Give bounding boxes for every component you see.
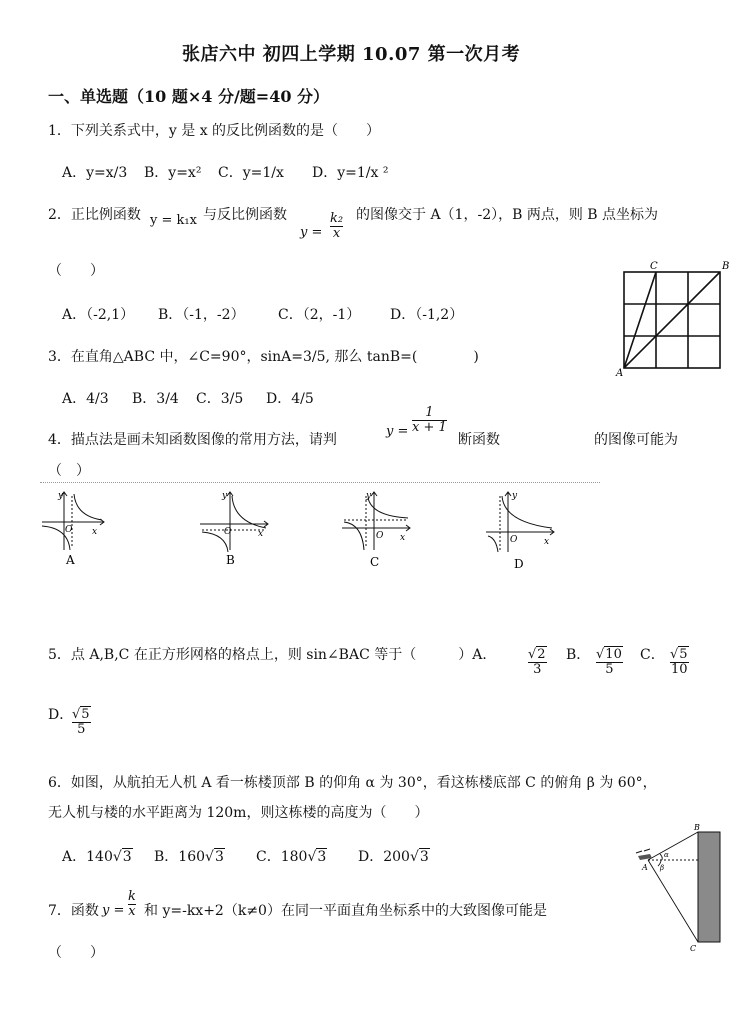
q2-formula-lhs: y =	[300, 225, 323, 240]
q6-stem-line2: 无人机与楼的水平距离为 120m，则这栋楼的高度为（ ）	[48, 805, 429, 821]
sqrt-numerator: √10	[596, 647, 622, 662]
q4-function-fraction	[412, 406, 447, 435]
q1-stem: 1．下列关系式中，y 是 x 的反比例函数的是（ ）	[48, 123, 381, 139]
q2-answer-paren: （ ）	[48, 263, 104, 279]
q6-option-c: C．180√3	[256, 849, 327, 865]
origin-label: O	[376, 531, 384, 541]
q6-stem-line1: 6．如图，从航拍无人机 A 看一栋楼顶部 B 的仰角 α 为 30°，看这栋楼底部 C 的俯角 β 为 60°，	[48, 775, 657, 791]
q6-option-b: B．160√3	[154, 849, 224, 865]
graph-a-label: A	[66, 553, 75, 567]
square-grid-figure	[614, 258, 738, 378]
page-title: 张店六中 初四上学期 10.07 第一次月考	[182, 44, 521, 65]
q2-option-a: A．（-2,1）	[62, 307, 135, 323]
drone-icon	[636, 849, 652, 860]
building-rect	[698, 832, 720, 942]
q4-stem-b: 断函数	[458, 432, 500, 448]
scan-dotted-line	[40, 482, 600, 483]
q5-stem: 5．点 A,B,C 在正方形网格的格点上，则 sin∠BAC 等于（ ）A．	[48, 647, 497, 663]
axis-y-label: y	[58, 491, 64, 501]
q4-graph-a	[38, 488, 112, 570]
q6-option-d: D．200√3	[358, 849, 429, 865]
q3-option-a: A．4/3	[62, 391, 109, 407]
graph-b-label: B	[226, 553, 235, 567]
q4-answer-paren: （ ）	[48, 463, 90, 479]
q7-answer-paren: （ ）	[48, 945, 104, 961]
q1-option-b: B．y=x²	[144, 165, 202, 181]
q2-fraction-denominator: x	[332, 226, 341, 241]
q3-option-d: D．4/5	[266, 391, 314, 407]
grid-point-a-label: A	[616, 368, 624, 378]
q5-option-d-label: D．	[48, 707, 74, 723]
fraction-denominator: 5	[605, 662, 614, 677]
building-bottom-label: C	[690, 944, 697, 953]
q1-option-a: A．y=x/3	[62, 165, 128, 181]
q1-option-c: C．y=1/x	[218, 165, 284, 181]
drone-building-figure	[630, 820, 730, 954]
building-top-label: B	[694, 823, 700, 832]
q5-option-d-fraction	[72, 708, 91, 737]
alpha-label: α	[664, 851, 669, 859]
q2-stem-c: 的图像交于 A（1，-2），B 两点，则 B 点坐标为	[356, 207, 659, 223]
q5-option-c-fraction	[670, 648, 689, 677]
sqrt-numerator: √2	[528, 647, 546, 662]
q5-option-b-label: B．	[566, 647, 591, 663]
axis-y-label: y	[512, 491, 518, 501]
axis-x-label: x	[544, 537, 550, 547]
q7-fraction-denominator: x	[128, 904, 136, 919]
q5-option-b-fraction	[596, 648, 623, 677]
q2-option-b: B．（-1，-2）	[158, 307, 245, 323]
q4-stem-a: 4．描点法是画未知函数图像的常用方法，请判	[48, 432, 337, 448]
fraction-denominator: 3	[533, 662, 542, 677]
axis-x-label: x	[400, 533, 406, 543]
q2-stem-b: 与反比例函数	[203, 207, 287, 223]
sqrt-numerator: √5	[670, 647, 688, 662]
q2-option-c: C．（2，-1）	[278, 307, 361, 323]
fraction-denominator: 10	[671, 662, 688, 677]
q1-option-d: D．y=1/x ²	[312, 165, 389, 181]
graph-d-label: D	[514, 557, 524, 571]
q5-option-a-fraction	[528, 648, 547, 677]
q4-stem-c: 的图像可能为	[594, 432, 678, 448]
q4-fraction-numerator: 1	[425, 405, 434, 420]
grid-point-c-label: C	[650, 261, 658, 272]
axis-x-label: x	[258, 529, 264, 539]
fraction-denominator: 5	[77, 722, 86, 737]
axis-y-label: y	[366, 491, 372, 501]
q3-option-b: B．3/4	[132, 391, 179, 407]
q4-fraction-denominator: x + 1	[412, 420, 447, 435]
axis-y-label: y	[222, 491, 228, 501]
q4-graph-d	[482, 488, 560, 572]
q7-stem-b: 和 y=-kx+2（k≠0）在同一平面直角坐标系中的大致图像可能是	[144, 903, 547, 919]
q3-stem: 3．在直角△ABC 中，∠C=90°，sinA=3/5, 那么 tanB=( )	[48, 349, 479, 365]
q2-fraction-numerator: k₂	[330, 211, 344, 226]
origin-label: O	[224, 527, 232, 537]
graph-c-label: C	[370, 555, 380, 569]
sqrt-numerator: √5	[72, 707, 90, 722]
origin-label: O	[65, 525, 73, 535]
axis-x-label: x	[92, 527, 98, 537]
beta-label: β	[660, 864, 665, 872]
q4-graph-c	[338, 488, 416, 570]
q4-formula-lhs: y =	[386, 424, 409, 439]
q3-option-c: C．3/5	[196, 391, 244, 407]
q7-inverse-fraction	[128, 890, 136, 919]
q2-stem-a: 2．正比例函数	[48, 207, 141, 223]
drone-point-label: A	[642, 863, 648, 872]
q4-graph-b	[196, 488, 274, 570]
q6-option-a: A．140√3	[62, 849, 132, 865]
origin-label: O	[510, 535, 518, 545]
q7-fraction-numerator: k	[128, 889, 136, 904]
q5-option-c-label: C．	[640, 647, 665, 663]
q2-inverse-fraction	[330, 212, 343, 241]
q2-formula-direct: y = k₁x	[150, 213, 197, 228]
q7-formula-lhs: y =	[102, 903, 125, 918]
grid-point-b-label: B	[722, 261, 730, 272]
q7-stem-a: 7．函数	[48, 903, 99, 919]
q2-option-d: D．（-1,2）	[390, 307, 464, 323]
section-heading: 一、单选题（10 题×4 分/题=40 分）	[48, 87, 330, 106]
